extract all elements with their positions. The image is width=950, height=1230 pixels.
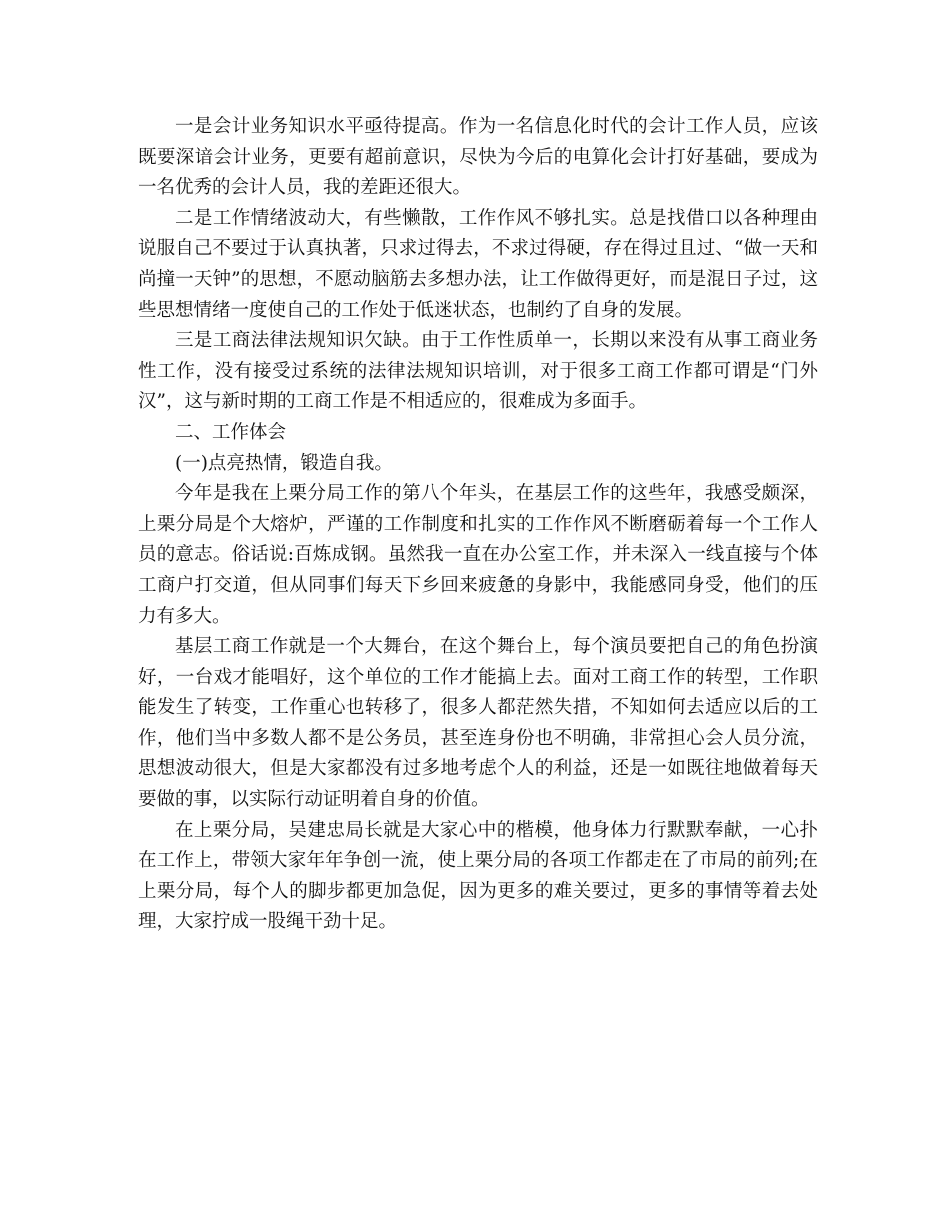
- paragraph-weakness-accounting: 一是会计业务知识水平亟待提高。作为一名信息化时代的会计工作人员，应该既要深谙会计业务，更要有超前意识，尽快为今后的电算化会计打好基础，要成为一名优秀的会计人员，我的差距还很大。: [138, 116, 818, 199]
- document-body: [138, 112, 818, 938]
- paragraph-eighth-year: 今年是我在上栗分局工作的第八个年头，在基层工作的这些年，我感受颇深，上栗分局是个大熔炉，严谨的工作制度和扎实的工作作风不断磨砺着每一个工作人员的意志。俗话说:百炼成钢。虽然我一直在办公室工作，并未深入一线直接与个体工商户打交道，但从同事们每天下乡回来疲惫的身影中，我能感同身受，他们的压力有多大。: [138, 483, 818, 627]
- paragraph-weakness-work-attitude: 二是工作情绪波动大，有些懒散，工作作风不够扎实。总是找借口以各种理由说服自己不要过于认真执著，只求过得去，不求过得硬，存在得过且过、“做一天和尚撞一天钟”的思想，不愿动脑筋去多想办法，让工作做得更好，而是混日子过，这些思想情绪一度使自己的工作处于低迷状态，也制约了自身的发展。: [138, 207, 818, 321]
- paragraph-weakness-legal-knowledge: 三是工商法律法规知识欠缺。由于工作性质单一，长期以来没有从事工商业务性工作，没有接受过系统的法律法规知识培训，对于很多工商工作都可谓是“门外汉”，这与新时期的工商工作是不相适应的，很难成为多面手。: [138, 330, 818, 413]
- subsection-heading-passion: (一)点亮热情，锻造自我。: [175, 452, 393, 474]
- section-heading-work-experience: 二、工作体会: [175, 421, 287, 443]
- paragraph-big-stage: 基层工商工作就是一个大舞台，在这个舞台上，每个演员要把自己的角色扮演好，一台戏才能唱好，这个单位的工作才能搞上去。面对工商工作的转型，工作职能发生了转变，工作重心也转移了，很多人都茫然失措，不知如何去适应以后的工作，他们当中多数人都不是公务员，甚至连身份也不明确，非常担心会人员分流，思想波动很大，但是大家都没有过多地考虑个人的利益，还是一如既往地做着每天要做的事，以实际行动证明着自身的价值。: [138, 636, 818, 811]
- paragraph-role-model: 在上栗分局，吴建忠局长就是大家心中的楷模，他身体力行默默奉献，一心扑在工作上，带领大家年年争创一流，使上栗分局的各项工作都走在了市局的前列;在上栗分局，每个人的脚步都更加急促，因为更多的难关要过，更多的事情等着去处理，大家拧成一股绳干劲十足。: [138, 819, 818, 933]
